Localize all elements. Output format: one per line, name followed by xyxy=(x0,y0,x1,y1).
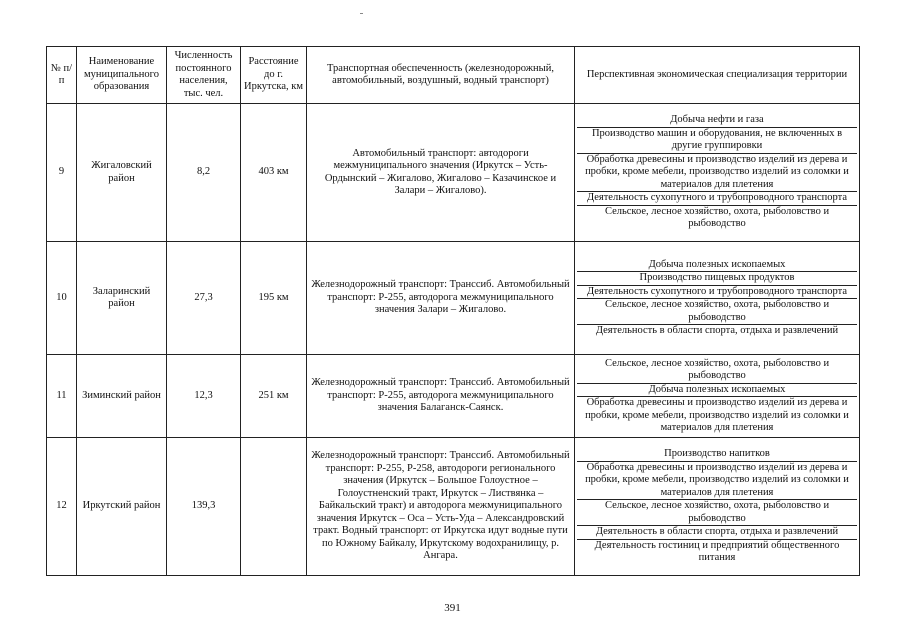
row-num: 11 xyxy=(47,355,77,438)
row-transport: Железнодорожный транспорт: Транссиб. Автомобильный транспорт: Р-255, автодорога межмуниципального значения Балаганск-Саянск. xyxy=(307,355,575,438)
spec-item: Добыча полезных ископаемых xyxy=(577,384,857,398)
spec-item: Обработка древесины и производство изделий из дерева и пробки, кроме мебели, производство изделий из соломки и материалов для плетения xyxy=(577,462,857,501)
table-row xyxy=(47,438,860,576)
spec-item: Обработка древесины и производство изделий из дерева и пробки, кроме мебели, производство изделий из соломки и материалов для плетения xyxy=(585,397,849,433)
table-header-row xyxy=(47,47,860,104)
scan-mark xyxy=(360,13,363,14)
row-name: Зиминский район xyxy=(77,355,167,438)
table-row xyxy=(47,242,860,355)
spec-item: Сельское, лесное хозяйство, охота, рыболовство и рыбоводство xyxy=(577,358,857,384)
page-number: 391 xyxy=(444,602,461,614)
header-population: Численность постоянного населения, тыс. чел. xyxy=(167,47,241,104)
table-row xyxy=(47,104,860,242)
header-transport: Транспортная обеспеченность (железнодорожный, автомобильный, воздушный, водный транспорт) xyxy=(307,47,575,104)
row-transport: Железнодорожный транспорт: Транссиб. Автомобильный транспорт: Р-255, автодорога межмуниципального значения Залари – Жигалово. xyxy=(307,242,575,355)
row-distance xyxy=(241,438,307,576)
spec-item: Сельское, лесное хозяйство, охота, рыболовство и рыбоводство xyxy=(577,500,857,526)
header-num: № п/п xyxy=(47,47,77,104)
spec-item: Деятельность сухопутного и трубопроводного транспорта xyxy=(577,192,857,206)
spec-item: Производство машин и оборудования, не включенных в другие группировки xyxy=(577,128,857,154)
row-specs xyxy=(575,104,860,242)
row-name: Заларинский район xyxy=(77,242,167,355)
row-num: 9 xyxy=(47,104,77,242)
spec-item: Производство пищевых продуктов xyxy=(577,272,857,286)
row-name: Жигаловский район xyxy=(77,104,167,242)
territory-table xyxy=(46,46,860,576)
row-num: 10 xyxy=(47,242,77,355)
spec-item: Сельское, лесное хозяйство, охота, рыболовство и рыбоводство xyxy=(604,205,830,230)
row-name: Иркутский район xyxy=(77,438,167,576)
row-num: 12 xyxy=(47,438,77,576)
row-population: 12,3 xyxy=(167,355,241,438)
row-distance: 195 км xyxy=(241,242,307,355)
spec-item: Деятельность в области спорта, отдыха и развлечений xyxy=(577,526,857,540)
row-transport: Автомобильный транспорт: автодороги межмуниципального значения (Иркутск – Усть-Ордынский – Жигалово, Жигалово – Казачинское и Залари – Жигалово). xyxy=(307,104,575,242)
table-row xyxy=(47,355,860,438)
row-population: 8,2 xyxy=(167,104,241,242)
row-specs xyxy=(575,242,860,355)
header-specialization: Перспективная экономическая специализация территории xyxy=(575,47,860,104)
spec-item: Деятельность в области спорта, отдыха и развлечений xyxy=(595,325,839,336)
spec-item: Обработка древесины и производство изделий из дерева и пробки, кроме мебели, производство изделий из соломки и материалов для плетения xyxy=(577,154,857,193)
header-distance: Расстояние до г. Иркутска, км xyxy=(241,47,307,104)
spec-item: Добыча нефти и газа xyxy=(577,114,857,128)
row-population: 139,3 xyxy=(167,438,241,576)
row-specs xyxy=(575,355,860,438)
spec-item: Сельское, лесное хозяйство, охота, рыболовство и рыбоводство xyxy=(577,299,857,325)
row-population: 27,3 xyxy=(167,242,241,355)
header-name: Наименование муниципального образования xyxy=(77,47,167,104)
row-distance: 251 км xyxy=(241,355,307,438)
row-transport: Железнодорожный транспорт: Транссиб. Автомобильный транспорт: Р-255, Р-258, автодороги регионального значения (Иркутск – Большое Голоустное – Голоустненский тракт, Иркутск – Листвянка – Байкальский тракт) и автодорога межмуниципального значения Иркутск – Оса – Усть-Уда – Александровский тракт. Водный транспорт: от Иркутска идут водные пути по Южному Байкалу, Иркутскому водохранилищу, р. Ангара. xyxy=(307,438,575,576)
row-specs xyxy=(575,438,860,576)
spec-item: Добыча полезных ископаемых xyxy=(577,259,857,273)
spec-item: Деятельность гостиниц и предприятий общественного питания xyxy=(594,539,840,564)
spec-item: Деятельность сухопутного и трубопроводного транспорта xyxy=(577,286,857,300)
row-distance: 403 км xyxy=(241,104,307,242)
spec-item: Производство напитков xyxy=(577,448,857,462)
